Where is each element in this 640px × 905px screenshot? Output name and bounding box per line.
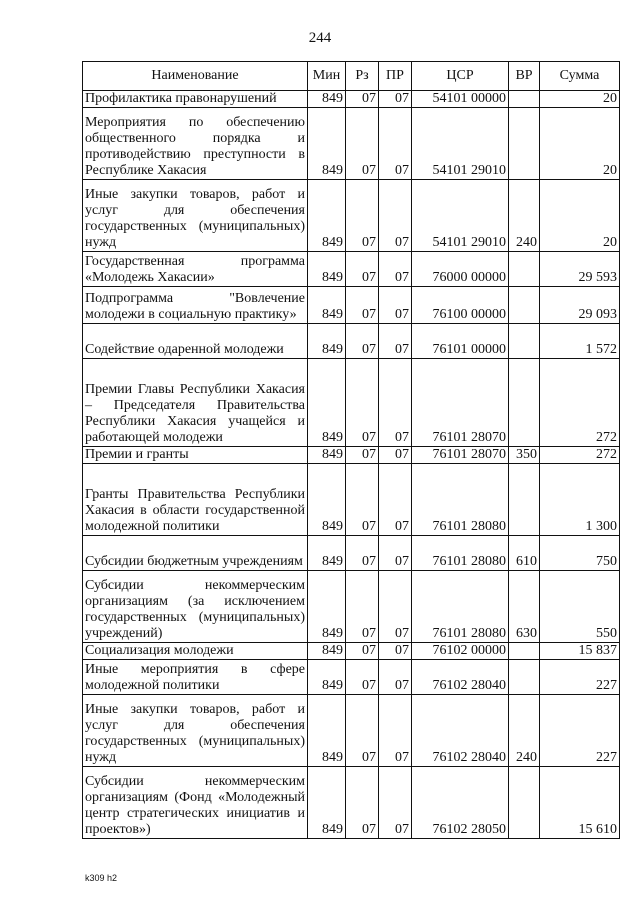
row-csr-cell: 76101 28080 bbox=[412, 536, 509, 571]
row-name-cell: Субсидии некоммерческим организациям (за исключением государственных (муниципальных) учреждений) bbox=[83, 571, 308, 643]
row-min-cell: 849 bbox=[308, 287, 346, 324]
row-pr-cell: 07 bbox=[379, 359, 412, 447]
row-csr-cell: 76100 00000 bbox=[412, 287, 509, 324]
row-vr-cell: 630 bbox=[509, 571, 540, 643]
row-sum-cell: 227 bbox=[540, 695, 620, 767]
row-csr-cell: 76101 28080 bbox=[412, 464, 509, 536]
row-sum-cell: 272 bbox=[540, 447, 620, 464]
page-number: 244 bbox=[308, 30, 332, 46]
row-name-cell: Мероприятия по обеспечению общественного порядка и противодействию преступности в Республике Хакасия bbox=[83, 108, 308, 180]
row-rz-cell: 07 bbox=[346, 695, 379, 767]
row-min-cell: 849 bbox=[308, 359, 346, 447]
row-sum-cell: 20 bbox=[540, 180, 620, 252]
row-rz-cell: 07 bbox=[346, 571, 379, 643]
column-header-min: Мин bbox=[308, 62, 346, 91]
row-pr-cell: 07 bbox=[379, 695, 412, 767]
row-sum-cell: 272 bbox=[540, 359, 620, 447]
row-rz-cell: 07 bbox=[346, 359, 379, 447]
row-min-cell: 849 bbox=[308, 108, 346, 180]
row-pr-cell: 07 bbox=[379, 287, 412, 324]
row-rz-cell: 07 bbox=[346, 252, 379, 287]
row-csr-cell: 76000 00000 bbox=[412, 252, 509, 287]
row-pr-cell: 07 bbox=[379, 660, 412, 695]
row-pr-cell: 07 bbox=[379, 252, 412, 287]
row-min-cell: 849 bbox=[308, 464, 346, 536]
row-min-cell: 849 bbox=[308, 767, 346, 839]
table-row bbox=[83, 324, 620, 359]
column-header-vr: ВР bbox=[509, 62, 540, 91]
table-row bbox=[83, 643, 620, 660]
table-header-row bbox=[83, 62, 620, 91]
table-row bbox=[83, 91, 620, 108]
row-min-cell: 849 bbox=[308, 571, 346, 643]
row-sum-cell: 227 bbox=[540, 660, 620, 695]
row-rz-cell: 07 bbox=[346, 180, 379, 252]
table-row bbox=[83, 359, 620, 447]
row-vr-cell: 240 bbox=[509, 695, 540, 767]
row-sum-cell: 15 610 bbox=[540, 767, 620, 839]
table-row bbox=[83, 447, 620, 464]
row-vr-cell: 610 bbox=[509, 536, 540, 571]
column-header-sum: Сумма bbox=[540, 62, 620, 91]
row-vr-cell bbox=[509, 643, 540, 660]
row-csr-cell: 76102 28040 bbox=[412, 660, 509, 695]
row-vr-cell: 350 bbox=[509, 447, 540, 464]
row-name-cell: Премии Главы Республики Хакасия – Председателя Правительства Республики Хакасия учащейся и работающей молодежи bbox=[83, 359, 308, 447]
row-sum-cell: 20 bbox=[540, 108, 620, 180]
row-pr-cell: 07 bbox=[379, 447, 412, 464]
table-body bbox=[83, 91, 620, 839]
row-name-cell: Социализация молодежи bbox=[83, 643, 308, 660]
row-pr-cell: 07 bbox=[379, 536, 412, 571]
row-csr-cell: 76101 00000 bbox=[412, 324, 509, 359]
table-row bbox=[83, 660, 620, 695]
row-pr-cell: 07 bbox=[379, 324, 412, 359]
budget-table bbox=[82, 61, 620, 839]
row-rz-cell: 07 bbox=[346, 464, 379, 536]
row-name-cell: Субсидии некоммерческим организациям (Фонд «Молодежный центр стратегических инициатив и проектов») bbox=[83, 767, 308, 839]
row-rz-cell: 07 bbox=[346, 91, 379, 108]
row-name-cell: Иные закупки товаров, работ и услуг для обеспечения государственных (муниципальных) нужд bbox=[83, 695, 308, 767]
row-vr-cell bbox=[509, 767, 540, 839]
row-vr-cell bbox=[509, 660, 540, 695]
row-rz-cell: 07 bbox=[346, 536, 379, 571]
column-header-name: Наименование bbox=[83, 62, 308, 91]
row-name-cell: Гранты Правительства Республики Хакасия в области государственной молодежной политики bbox=[83, 464, 308, 536]
row-min-cell: 849 bbox=[308, 536, 346, 571]
row-vr-cell: 240 bbox=[509, 180, 540, 252]
row-pr-cell: 07 bbox=[379, 180, 412, 252]
row-sum-cell: 20 bbox=[540, 91, 620, 108]
row-csr-cell: 76102 00000 bbox=[412, 643, 509, 660]
row-csr-cell: 76101 28080 bbox=[412, 571, 509, 643]
column-header-rz: Рз bbox=[346, 62, 379, 91]
row-rz-cell: 07 bbox=[346, 108, 379, 180]
row-min-cell: 849 bbox=[308, 660, 346, 695]
row-min-cell: 849 bbox=[308, 91, 346, 108]
row-sum-cell: 15 837 bbox=[540, 643, 620, 660]
row-rz-cell: 07 bbox=[346, 324, 379, 359]
row-vr-cell bbox=[509, 287, 540, 324]
table-row bbox=[83, 108, 620, 180]
row-csr-cell: 54101 29010 bbox=[412, 108, 509, 180]
row-sum-cell: 750 bbox=[540, 536, 620, 571]
row-rz-cell: 07 bbox=[346, 447, 379, 464]
row-pr-cell: 07 bbox=[379, 464, 412, 536]
row-csr-cell: 76101 28070 bbox=[412, 359, 509, 447]
row-vr-cell bbox=[509, 108, 540, 180]
row-min-cell: 849 bbox=[308, 324, 346, 359]
column-header-csr: ЦСР bbox=[412, 62, 509, 91]
row-min-cell: 849 bbox=[308, 447, 346, 464]
row-vr-cell bbox=[509, 91, 540, 108]
row-sum-cell: 29 093 bbox=[540, 287, 620, 324]
row-rz-cell: 07 bbox=[346, 287, 379, 324]
table-row bbox=[83, 695, 620, 767]
row-csr-cell: 76101 28070 bbox=[412, 447, 509, 464]
row-sum-cell: 1 572 bbox=[540, 324, 620, 359]
row-name-cell: Иные закупки товаров, работ и услуг для обеспечения государственных (муниципальных) нужд bbox=[83, 180, 308, 252]
row-vr-cell bbox=[509, 252, 540, 287]
row-pr-cell: 07 bbox=[379, 108, 412, 180]
row-min-cell: 849 bbox=[308, 695, 346, 767]
row-rz-cell: 07 bbox=[346, 767, 379, 839]
row-name-cell: Государственная программа «Молодежь Хакасии» bbox=[83, 252, 308, 287]
row-sum-cell: 29 593 bbox=[540, 252, 620, 287]
table-row bbox=[83, 252, 620, 287]
row-name-cell: Содействие одаренной молодежи bbox=[83, 324, 308, 359]
row-vr-cell bbox=[509, 359, 540, 447]
row-sum-cell: 550 bbox=[540, 571, 620, 643]
row-min-cell: 849 bbox=[308, 180, 346, 252]
column-header-pr: ПР bbox=[379, 62, 412, 91]
row-pr-cell: 07 bbox=[379, 767, 412, 839]
row-name-cell: Субсидии бюджетным учреждениям bbox=[83, 536, 308, 571]
table-row bbox=[83, 536, 620, 571]
row-rz-cell: 07 bbox=[346, 660, 379, 695]
row-sum-cell: 1 300 bbox=[540, 464, 620, 536]
row-vr-cell bbox=[509, 464, 540, 536]
row-name-cell: Иные мероприятия в сфере молодежной политики bbox=[83, 660, 308, 695]
row-pr-cell: 07 bbox=[379, 643, 412, 660]
row-csr-cell: 54101 29010 bbox=[412, 180, 509, 252]
row-csr-cell: 76102 28040 bbox=[412, 695, 509, 767]
row-csr-cell: 76102 28050 bbox=[412, 767, 509, 839]
row-name-cell: Подпрограмма "Вовлечение молодежи в социальную практику» bbox=[83, 287, 308, 324]
row-name-cell: Профилактика правонарушений bbox=[83, 91, 308, 108]
table-row bbox=[83, 287, 620, 324]
row-name-cell: Премии и гранты bbox=[83, 447, 308, 464]
footer-code: k309 h2 bbox=[85, 873, 118, 883]
row-min-cell: 849 bbox=[308, 643, 346, 660]
row-pr-cell: 07 bbox=[379, 571, 412, 643]
table-row bbox=[83, 767, 620, 839]
row-min-cell: 849 bbox=[308, 252, 346, 287]
row-csr-cell: 54101 00000 bbox=[412, 91, 509, 108]
row-rz-cell: 07 bbox=[346, 643, 379, 660]
table-row bbox=[83, 571, 620, 643]
row-pr-cell: 07 bbox=[379, 91, 412, 108]
table-row bbox=[83, 180, 620, 252]
row-vr-cell bbox=[509, 324, 540, 359]
table-row bbox=[83, 464, 620, 536]
